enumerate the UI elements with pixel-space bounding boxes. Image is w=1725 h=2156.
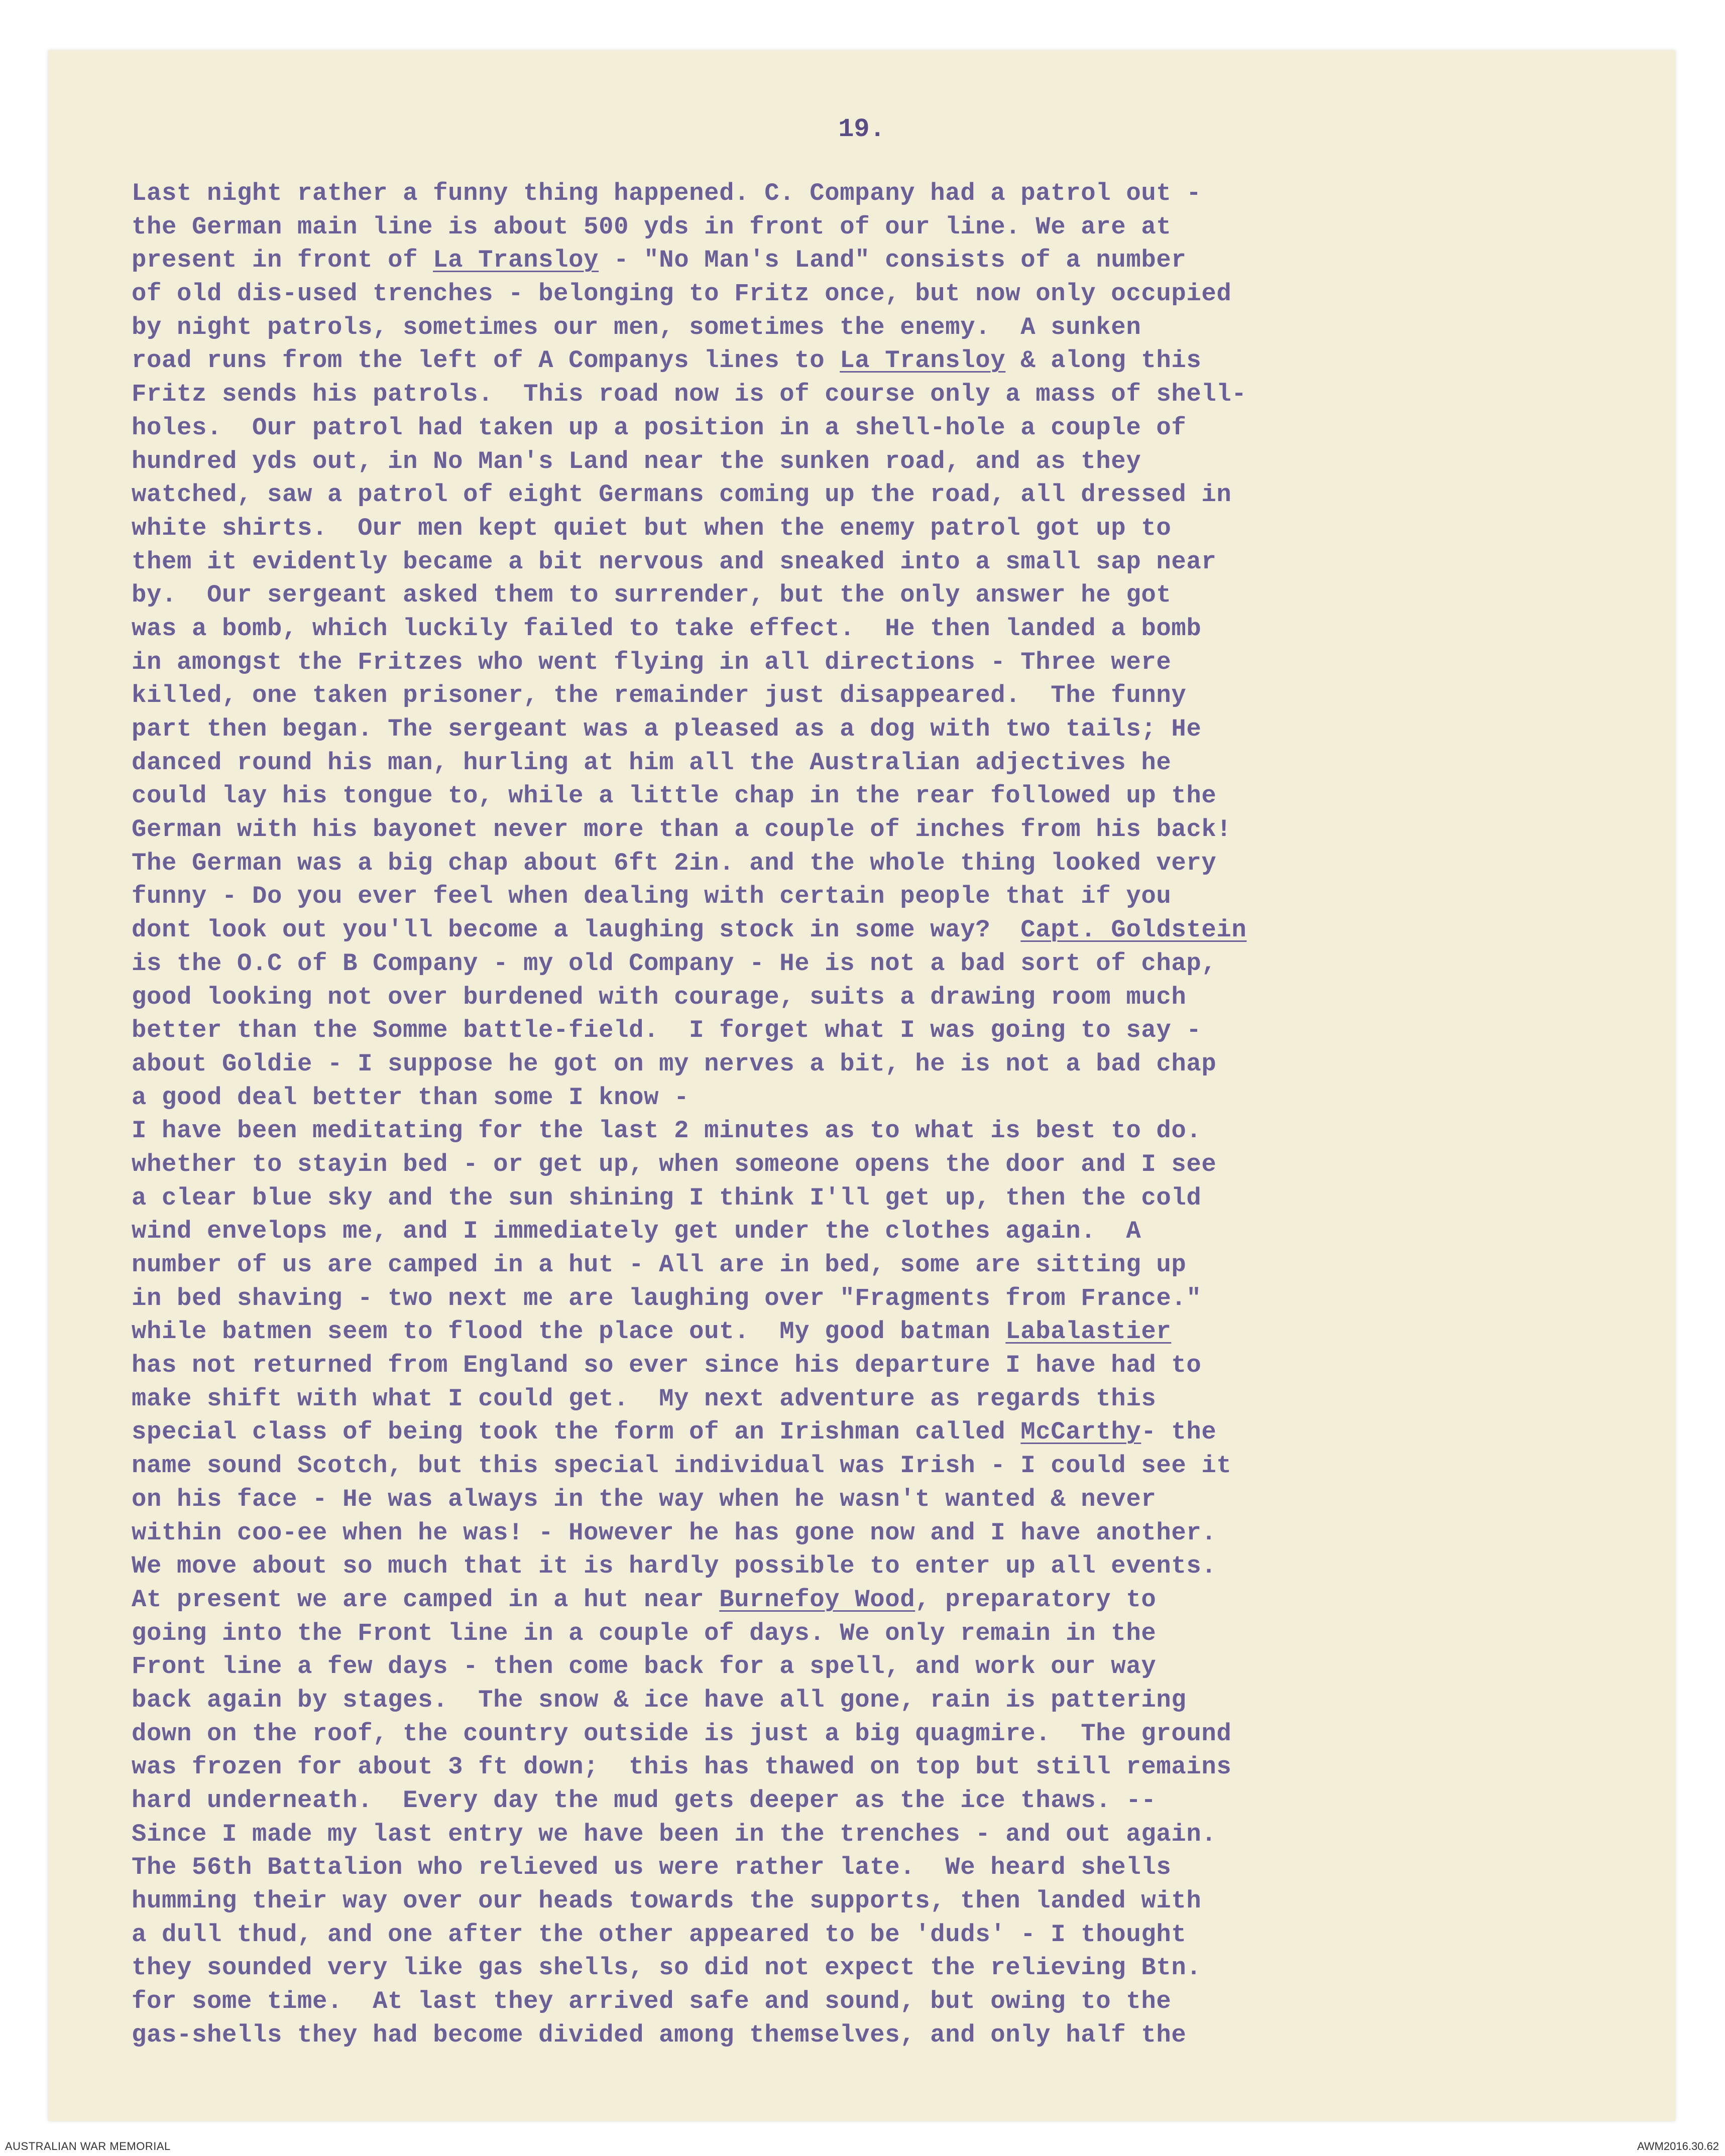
text-line: in bed shaving - two next me are laughing over "Fragments from France." xyxy=(132,1284,1202,1312)
text-line: within coo-ee when he was! - However he has gone now and I have another. xyxy=(132,1518,1217,1547)
text-line: by night patrols, sometimes our men, sometimes the enemy. A sunken xyxy=(132,313,1141,341)
text-segment: while batmen seem to flood the place out. My good batman xyxy=(132,1317,1006,1346)
text-segment: , preparatory to xyxy=(915,1585,1157,1614)
underlined-text: McCarthy xyxy=(1020,1418,1141,1447)
text-line: was a bomb, which luckily failed to take effect. He then landed a bomb xyxy=(132,614,1202,643)
text-line: for some time. At last they arrived safe and sound, but owing to the xyxy=(132,1987,1172,2016)
text-line: part then began. The sergeant was a pleased as a dog with two tails; He xyxy=(132,715,1202,743)
text-line: of old dis-used trenches - belonging to Fritz once, but now only occupied xyxy=(132,280,1232,308)
typed-page xyxy=(48,50,1675,2121)
text-segment: dont look out you'll become a laughing stock in some way? xyxy=(132,916,1021,944)
text-line: hard underneath. Every day the mud gets deeper as the ice thaws. -- xyxy=(132,1786,1157,1815)
text-line: better than the Somme battle-field. I forget what I was going to say - xyxy=(132,1016,1202,1045)
text-line: going into the Front line in a couple of days. We only remain in the xyxy=(132,1619,1157,1647)
text-line: watched, saw a patrol of eight Germans coming up the road, all dressed in xyxy=(132,481,1232,509)
text-line: they sounded very like gas shells, so did not expect the relieving Btn. xyxy=(132,1954,1202,1982)
text-line: back again by stages. The snow & ice have all gone, rain is pattering xyxy=(132,1686,1187,1714)
text-line: name sound Scotch, but this special individual was Irish - I could see it xyxy=(132,1452,1232,1480)
text-segment: present in front of xyxy=(132,246,433,275)
text-segment: & along this xyxy=(1005,346,1202,375)
text-line: white shirts. Our men kept quiet but when the enemy patrol got up to xyxy=(132,514,1172,542)
text-line xyxy=(132,244,1648,277)
text-line xyxy=(132,344,1648,378)
text-line: danced round his man, hurling at him all the Australian adjectives he xyxy=(132,748,1172,777)
text-line: down on the roof, the country outside is just a big quagmire. The ground xyxy=(132,1719,1232,1748)
text-line: wind envelops me, and I immediately get under the clothes again. A xyxy=(132,1217,1141,1246)
text-segment: road runs from the left of A Companys lines to xyxy=(132,346,840,375)
text-line: holes. Our patrol had taken up a position in a shell-hole a couple of xyxy=(132,413,1187,442)
text-line: them it evidently became a bit nervous and sneaked into a small sap near xyxy=(132,547,1217,576)
underlined-text: Burnefoy Wood xyxy=(719,1585,915,1614)
text-line: the German main line is about 500 yds in front of our line. We are at xyxy=(132,212,1172,241)
text-line: by. Our sergeant asked them to surrender, but the only answer he got xyxy=(132,581,1172,610)
text-line: humming their way over our heads towards the supports, then landed with xyxy=(132,1887,1202,1915)
text-line: gas-shells they had become divided among themselves, and only half the xyxy=(132,2020,1187,2049)
text-line: German with his bayonet never more than a couple of inches from his back! xyxy=(132,815,1232,844)
underlined-text: La Transloy xyxy=(840,346,1006,375)
text-line xyxy=(132,1415,1648,1449)
archive-credit: AUSTRALIAN WAR MEMORIAL xyxy=(5,2140,171,2152)
text-line: a good deal better than some I know - xyxy=(132,1083,689,1112)
underlined-text: Capt. Goldstein xyxy=(1020,916,1247,944)
text-line xyxy=(132,913,1648,947)
text-line: on his face - He was always in the way when he wasn't wanted & never xyxy=(132,1485,1157,1513)
text-line: I have been meditating for the last 2 minutes as to what is best to do. xyxy=(132,1117,1202,1145)
text-line: Since I made my last entry we have been in the trenches - and out again. xyxy=(132,1820,1217,1848)
text-line: The 56th Battalion who relieved us were rather late. We heard shells xyxy=(132,1853,1172,1882)
text-line xyxy=(132,1583,1648,1617)
text-line: in amongst the Fritzes who went flying in all directions - Three were xyxy=(132,648,1172,676)
text-line: Fritz sends his patrols. This road now is of course only a mass of shell- xyxy=(132,380,1247,409)
text-line: was frozen for about 3 ft down; this has thawed on top but still remains xyxy=(132,1753,1232,1781)
text-segment: - the xyxy=(1141,1418,1217,1447)
text-segment: At present we are camped in a hut near xyxy=(132,1585,720,1614)
text-line: a dull thud, and one after the other appeared to be 'duds' - I thought xyxy=(132,1920,1187,1949)
text-line: has not returned from England so ever since his departure I have had to xyxy=(132,1351,1202,1380)
text-line: We move about so much that it is hardly possible to enter up all events. xyxy=(132,1552,1217,1581)
text-segment: special class of being took the form of an Irishman called xyxy=(132,1418,1021,1447)
text-line: The German was a big chap about 6ft 2in. and the whole thing looked very xyxy=(132,849,1217,877)
text-line: about Goldie - I suppose he got on my nerves a bit, he is not a bad chap xyxy=(132,1049,1217,1078)
text-line: killed, one taken prisoner, the remainder just disappeared. The funny xyxy=(132,681,1187,710)
underlined-text: Labalastier xyxy=(1005,1317,1172,1346)
text-line: number of us are camped in a hut - All are in bed, some are sitting up xyxy=(132,1251,1187,1279)
text-line: make shift with what I could get. My next adventure as regards this xyxy=(132,1384,1157,1413)
text-line: is the O.C of B Company - my old Company - He is not a bad sort of chap, xyxy=(132,949,1217,978)
underlined-text: La Transloy xyxy=(433,246,599,275)
text-line: hundred yds out, in No Man's Land near the sunken road, and as they xyxy=(132,447,1141,475)
text-line: could lay his tongue to, while a little chap in the rear followed up the xyxy=(132,782,1217,810)
archive-reference-number: AWM2016.30.62 xyxy=(1637,2140,1719,2152)
diary-body-text xyxy=(132,177,1648,2052)
text-line xyxy=(132,1315,1648,1349)
text-line: whether to stayin bed - or get up, when someone opens the door and I see xyxy=(132,1150,1217,1178)
text-line: Front line a few days - then come back for a spell, and work our way xyxy=(132,1652,1157,1681)
page-number: 19. xyxy=(838,114,885,144)
text-line: funny - Do you ever feel when dealing with certain people that if you xyxy=(132,882,1172,911)
text-segment: - "No Man's Land" consists of a number xyxy=(599,246,1187,275)
text-line: good looking not over burdened with courage, suits a drawing room much xyxy=(132,983,1187,1011)
text-line: Last night rather a funny thing happened. C. Company had a patrol out - xyxy=(132,179,1202,207)
text-line: a clear blue sky and the sun shining I think I'll get up, then the cold xyxy=(132,1183,1202,1212)
